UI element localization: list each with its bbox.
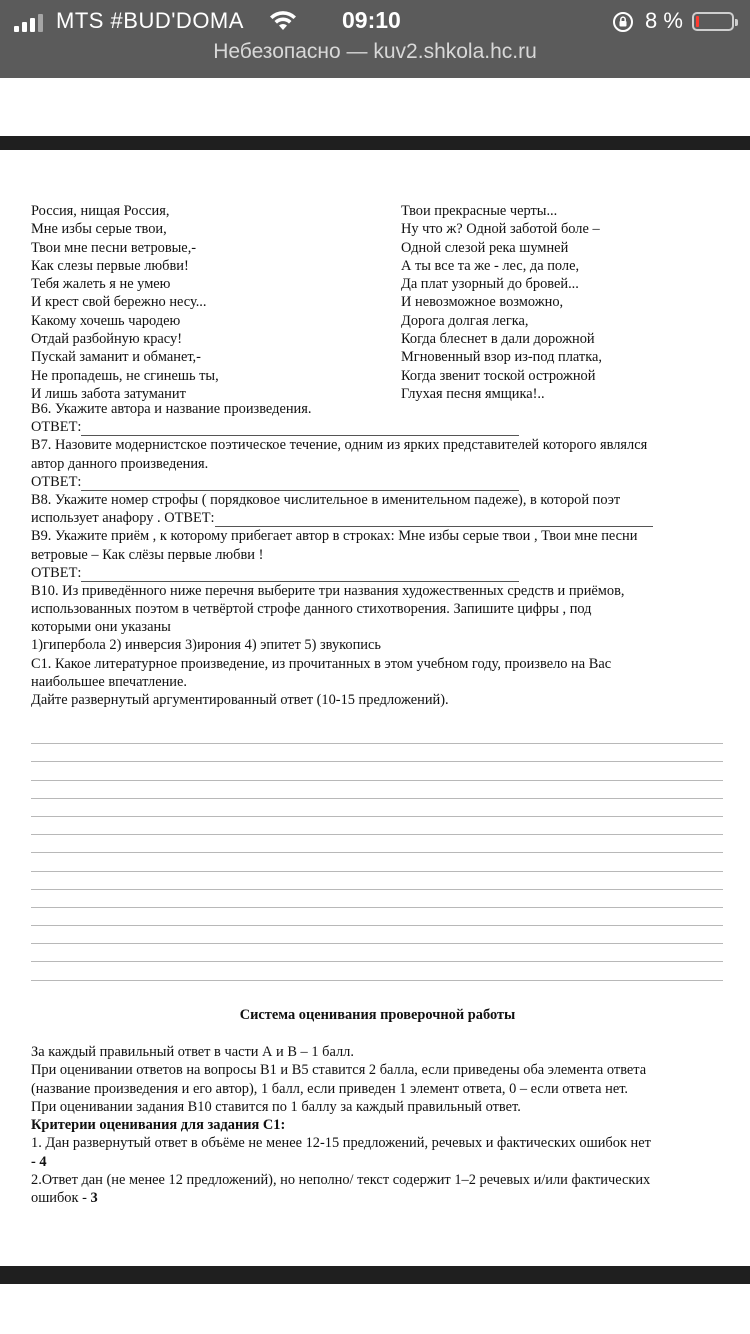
wifi-icon	[268, 10, 298, 32]
poem-line: Мгновенный взор из-под платка,	[401, 349, 602, 366]
grading-line2-text: При оценивании ответов на вопросы В1 и В5 ставится 2 балла, если приведены оба элемента ответа	[31, 1062, 647, 1079]
poem-line: И крест свой бережно несу...	[31, 294, 207, 311]
answer-line[interactable]	[31, 799, 723, 817]
clock: 09:10	[342, 7, 401, 33]
answer-b9	[31, 564, 721, 582]
poem-line: Отдай разбойную красу!	[31, 331, 182, 348]
poem-line: Да плат узорный до бровей...	[401, 276, 579, 293]
grading-title: Система оценивания проверочной работы	[239, 1007, 516, 1023]
question-b8-line2	[31, 509, 721, 527]
grading-line1: За каждый правильный ответ в части А и В – 1 балл.	[31, 1044, 354, 1060]
poem-right-column	[401, 202, 602, 403]
answer-line[interactable]	[31, 835, 723, 853]
question-b6: В6. Укажите автора и название произведения.	[31, 401, 312, 417]
question-c1-line3: Дайте развернутый аргументированный ответ (10-15 предложений).	[31, 692, 449, 708]
criteria-item1-line2	[31, 1153, 721, 1171]
status-bar	[0, 0, 750, 78]
poem-line: Твои мне песни ветровые,-	[31, 239, 197, 256]
cellular-signal-icon	[14, 14, 43, 32]
poem-line: Одной слезой река шумней	[401, 239, 569, 256]
poem-line: Твои прекрасные черты...	[401, 203, 558, 219]
criteria-item2-line2	[31, 1189, 721, 1207]
battery-icon	[692, 12, 734, 31]
answer-line[interactable]	[31, 944, 723, 962]
poem-line: Как слезы первые любви!	[31, 257, 189, 274]
question-b10-line3: которыми они указаны	[31, 619, 171, 636]
criteria-item1-prefix: -	[31, 1153, 40, 1170]
poem-line: Какому хочешь чародею	[31, 312, 181, 329]
grading-section	[31, 1043, 721, 1208]
answer-b6-line[interactable]	[81, 421, 519, 436]
answer-b6	[31, 418, 721, 436]
poem-line: Когда блеснет в дали дорожной	[401, 331, 595, 348]
answer-line[interactable]	[31, 926, 723, 944]
criteria-item1-score: 4	[39, 1153, 47, 1170]
question-c1-line1: С1. Какое литературное произведение, из прочитанных в этом учебном году, произвело на Вас	[31, 655, 612, 672]
rotation-lock-icon	[612, 11, 634, 33]
answer-line[interactable]	[31, 817, 723, 835]
answer-b7	[31, 473, 721, 491]
question-b8-line1: В8. Укажите номер строфы ( порядковое числительное в именительном падеже), в которой поэт	[31, 491, 621, 508]
answer-line[interactable]	[31, 744, 723, 762]
question-b7-line1: В7. Назовите модернистское поэтическое течение, одним из ярких представителей которого являлся	[31, 437, 648, 454]
answer-b8-line[interactable]	[215, 512, 653, 527]
poem-line: А ты все та же - лес, да поле,	[401, 257, 580, 274]
poem-line: Дорога долгая легка,	[401, 312, 529, 329]
answer-line[interactable]	[31, 872, 723, 890]
poem-line: Тебя жалеть я не умею	[31, 276, 171, 293]
page-bottom-border	[0, 1266, 750, 1284]
question-b9-line2: ветровые – Как слёзы первые любви !	[31, 546, 264, 563]
criteria-item2-prefix: ошибок -	[31, 1190, 91, 1207]
poem-line: Ну что ж? Одной заботой боле –	[401, 221, 600, 238]
question-c1-line2: наибольшее впечатление.	[31, 673, 187, 690]
battery-percent: 8 %	[645, 8, 683, 33]
answer-line[interactable]	[31, 781, 723, 799]
answer-line[interactable]	[31, 762, 723, 780]
criteria-item2-score: 3	[90, 1190, 98, 1207]
poem-line: И невозможное возможно,	[401, 294, 564, 311]
poem-line: Пускай заманит и обманет,-	[31, 349, 201, 366]
question-b7-line2: автор данного произведения.	[31, 455, 209, 472]
answer-line[interactable]	[31, 853, 723, 871]
answer-line[interactable]	[31, 962, 723, 980]
battery-level-fill	[696, 16, 699, 27]
question-b10-options: 1)гипербола 2) инверсия 3)ирония 4) эпитет 5) звукопись	[31, 637, 381, 654]
criteria-item2-line1: 2.Ответ дан (не менее 12 предложений), но неполно/ текст содержит 1–2 речевых и/или фактических	[31, 1172, 651, 1189]
questions-section	[31, 400, 721, 709]
answer-line[interactable]	[31, 908, 723, 926]
answer-line[interactable]	[31, 726, 723, 744]
grading-line2	[31, 1061, 721, 1079]
poem-left-column	[31, 202, 219, 403]
answer-ruled-lines	[31, 726, 723, 981]
url-bar[interactable]: Небезопасно — kuv2.shkola.hc.ru	[213, 40, 537, 63]
question-b9-line1: В9. Укажите приём , к которому прибегает автор в строках: Мне избы серые твои , Твои мне песни	[31, 528, 638, 545]
document-page	[0, 150, 750, 1265]
answer-label: ОТВЕТ:	[31, 419, 82, 436]
answer-b7-line[interactable]	[81, 476, 519, 491]
criteria-title	[31, 1116, 721, 1134]
answer-label: ОТВЕТ:	[31, 564, 82, 581]
answer-b9-line[interactable]	[81, 567, 519, 582]
poem-line: Не пропадешь, не сгинешь ты,	[31, 367, 219, 384]
question-b10-line1: В10. Из приведённого ниже перечня выберите три названия художественных средств и приёмов,	[31, 582, 625, 599]
page-top-border	[0, 136, 750, 150]
criteria-title-text: Критерии оценивания для задания С1:	[31, 1117, 286, 1134]
answer-line[interactable]	[31, 890, 723, 908]
carrier-name: MTS #BUD'DOMA	[56, 8, 244, 33]
question-b10-line2: использованных поэтом в четвёртой строфе данного стихотворения. Запишите цифры , под	[31, 601, 592, 618]
answer-label: ОТВЕТ:	[31, 473, 82, 490]
poem-line: Когда звенит тоской острожной	[401, 367, 596, 384]
grading-line3: (название произведения и его автор), 1 балл, если приведен 1 элемент ответа, 0 – если ответа нет.	[31, 1080, 629, 1097]
poem-line: Россия, нищая Россия,	[31, 203, 170, 219]
criteria-item1-line1: 1. Дан развернутый ответ в объёме не менее 12-15 предложений, речевых и фактических ошибок нет	[31, 1135, 651, 1152]
grading-line4: При оценивании задания В10 ставится по 1 баллу за каждый правильный ответ.	[31, 1098, 521, 1115]
poem-line: Глухая песня ямщика!..	[401, 385, 545, 402]
poem-line: Мне избы серые твои,	[31, 221, 167, 238]
poem-line: И лишь забота затуманит	[31, 385, 186, 402]
question-b8-text: использует анафору . ОТВЕТ:	[31, 510, 215, 527]
